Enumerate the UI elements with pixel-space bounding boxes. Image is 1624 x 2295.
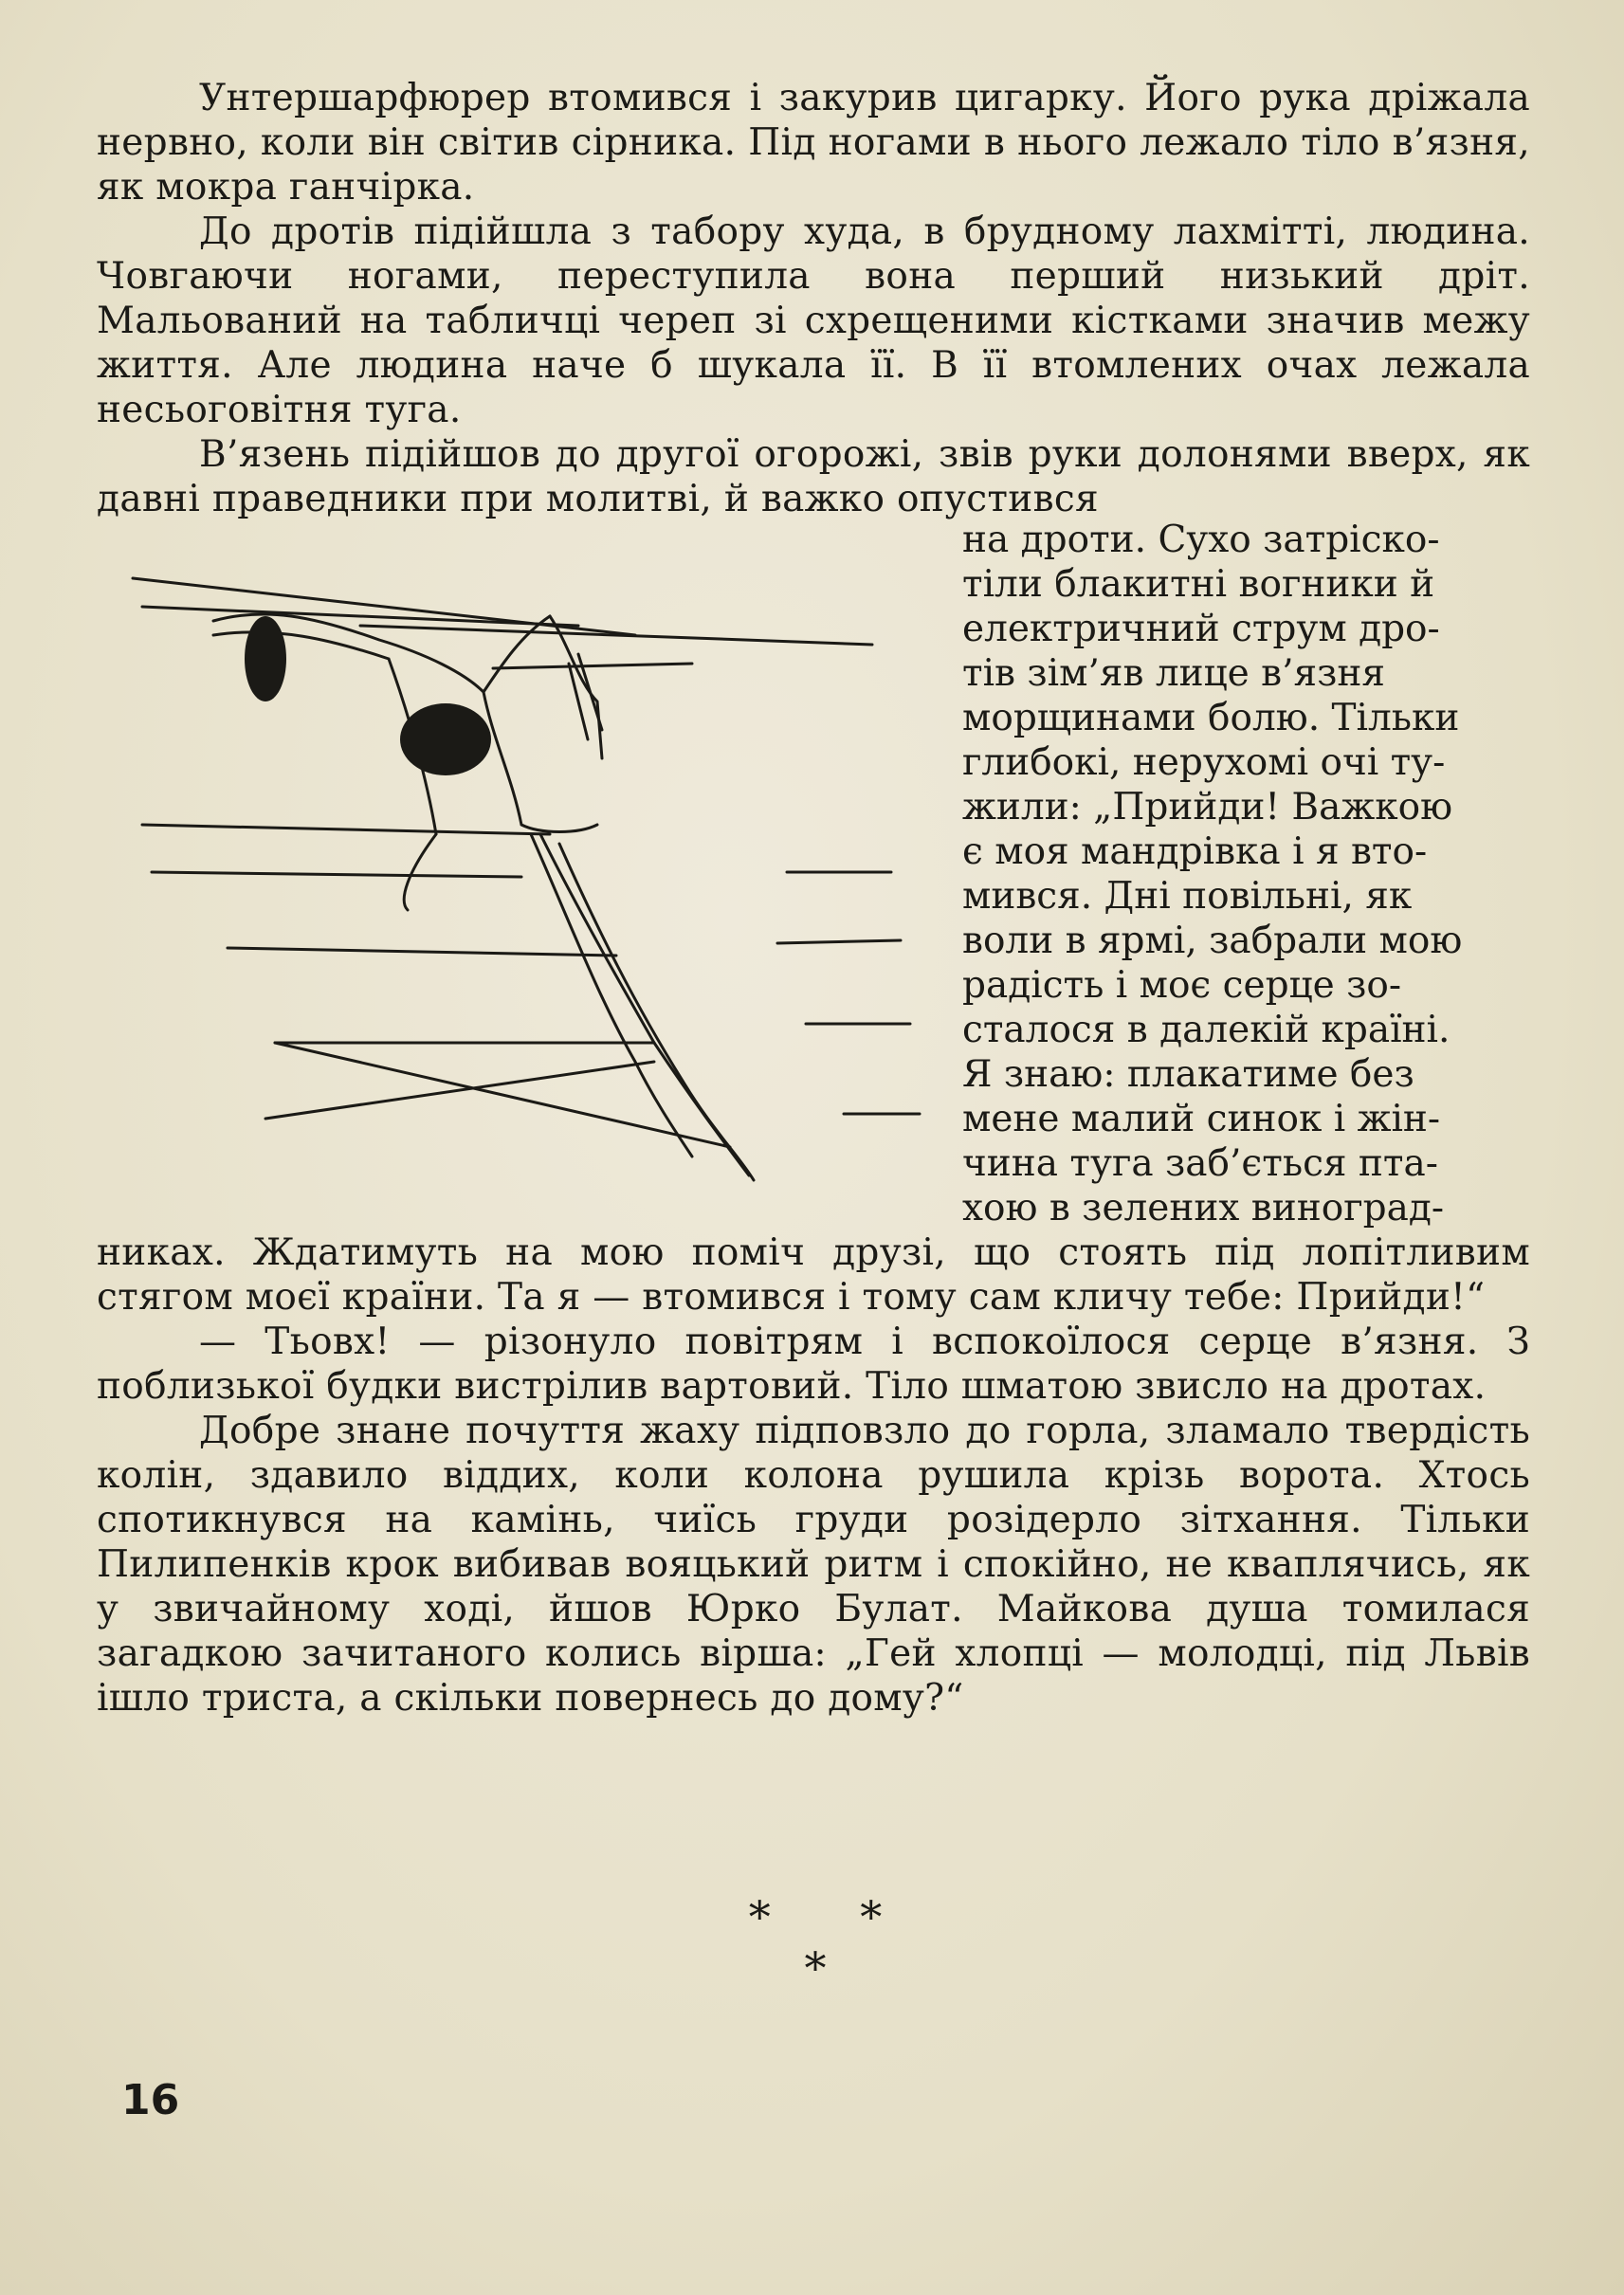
side-line: чина туга заб’ється пта-: [962, 1142, 1438, 1185]
side-line: тіли блакитні вогники й: [962, 563, 1435, 606]
wire-line: [152, 872, 521, 877]
side-line: воли в ярмі, забрали мою: [962, 920, 1463, 962]
side-line: електричний струм дро-: [962, 608, 1440, 650]
side-line: сталося в далекій країні.: [962, 1009, 1451, 1051]
side-line: мився. Дні повільні, як: [962, 875, 1413, 918]
side-line: морщинами болю. Тільки: [962, 697, 1460, 739]
side-line: мене малий синок і жін-: [962, 1098, 1441, 1140]
wire-line: [265, 1062, 654, 1119]
paragraph: До дротів підійшла з табору худа, в брудному лахмітті, людина. Човгаючи ногами, переступила вона перший низький дріт. Мальований на табличці череп зі схрещеними кістками значив межу життя. Але людина наче б шукала її. В її втомлених очах лежала несьоговітня туга.: [97, 210, 1530, 431]
wire-line: [777, 940, 901, 943]
side-text-column: [962, 518, 1531, 1230]
side-line: глибокі, нерухомі очі ту-: [962, 741, 1446, 784]
paragraph: Добре знане почуття жаху підповзло до горла, зламало твердість колін, здавило віддих, коли колона рушила крізь ворота. Хтось спотикнувся на камінь, чиїсь груди розідерло зітхання. Тільки Пилипенків крок вибивав вояцький ритм і спокійно, не кваплячись, як у звичайному ході, йшов Юрко Булат. Майкова душа томилася загадкою зачитаного колись вірша: „Гей хлопці — молодці, під Львів ішло триста, а скільки повернесь до дому?“: [97, 1410, 1530, 1720]
side-line: на дроти. Сухо затріско-: [962, 519, 1440, 561]
side-line: жили: „Прийди! Важкою: [962, 786, 1453, 829]
side-line: Я знаю: плакатиме без: [962, 1053, 1414, 1096]
hip-outline: [404, 834, 436, 910]
text-block-top: [97, 76, 1530, 521]
prisoner-on-wires-illustration: [123, 550, 939, 1213]
wire-line: [142, 607, 578, 626]
leg-outline: [540, 834, 749, 1175]
paragraph: — Тьовх! — різонуло повітрям і вспокоїлося серце в’язня. З поблизької будки вистрілив вартовий. Тіло шматою звисло на дротах.: [97, 1321, 1530, 1408]
wire-line: [228, 948, 616, 956]
hand-left-shape: [245, 616, 286, 701]
paragraph: никах. Ждатимуть на мою поміч друзі, що стоять під лопітливим стягом моєї країни. Та я — втомився і тому сам кличу тебе: Прийди!“: [97, 1231, 1530, 1319]
wire-line: [275, 1043, 730, 1147]
text-block-bottom: [97, 1230, 1530, 1721]
section-separator: * * *: [748, 1891, 921, 1994]
side-line: радість і моє серце зо-: [962, 964, 1402, 1007]
paragraph: В’язень підійшов до другої огорожі, звів руки долонями вверх, як давні праведники при молитві, й важко опустився: [97, 433, 1530, 520]
side-line: є моя мандрівка і я вто-: [962, 830, 1428, 873]
head-shape: [400, 703, 491, 775]
page-number: 16: [121, 2076, 180, 2124]
side-line: хою в зелених виноград-: [962, 1187, 1445, 1229]
wire-line: [142, 825, 550, 834]
side-line: тів зім’яв лице в’язня: [962, 652, 1385, 695]
wire-line: [360, 626, 872, 645]
paragraph: Унтершарфюрер втомився і закурив цигарку. Його рука дріжала нервно, коли він світив сірника. Під ногами в нього лежало тіло в’язня, як мокра ганчірка.: [97, 77, 1530, 209]
wire-line: [493, 664, 692, 668]
